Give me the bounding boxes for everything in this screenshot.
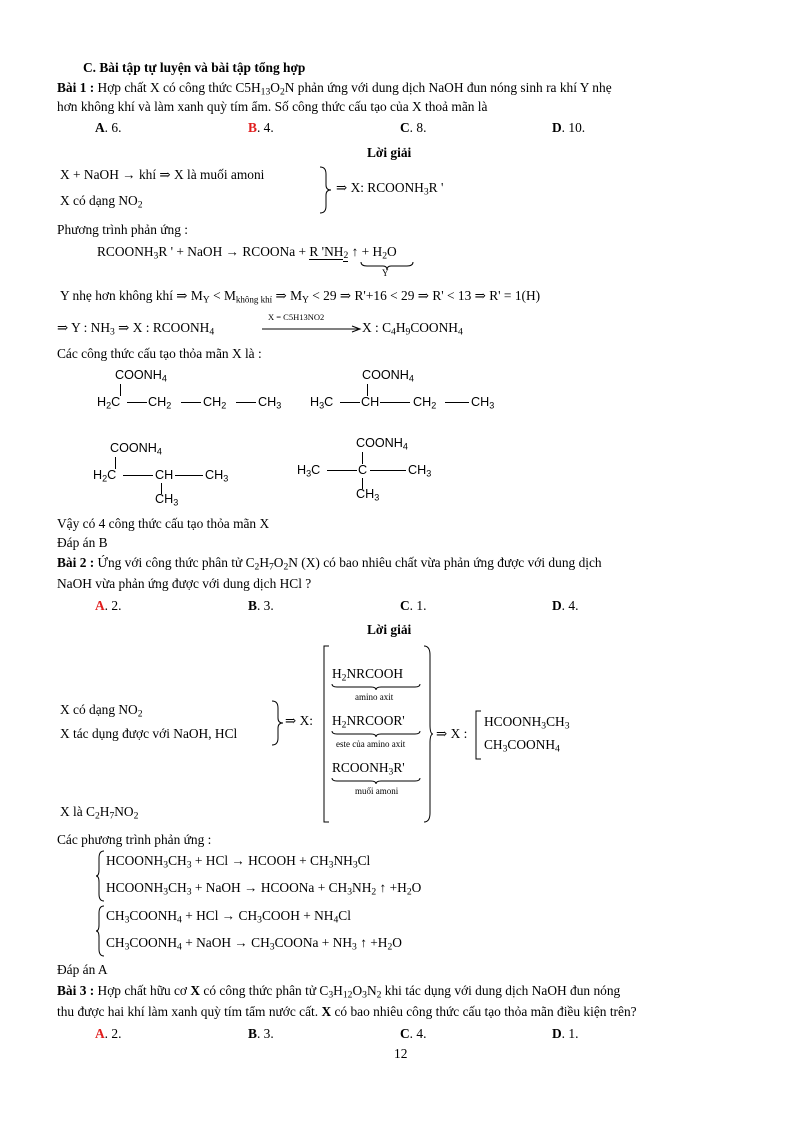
bai1-system-line2: X có dạng $NO_2$ — [60, 193, 143, 211]
bai1-arrow-label: X = C5H13NO2 — [268, 312, 325, 322]
bai1-question-line2: hơn không khí và làm xanh quỳ tím ẩm. Số công thức cấu tạo của X thoả mãn là — [57, 99, 488, 114]
bai2-pt-label: Các phương trình phản ứng : — [57, 832, 212, 847]
bai1-answer: Đáp án B — [57, 535, 108, 550]
bai1-pt-label: Phương trình phản ứng : — [57, 222, 188, 237]
bai3-label: Bài 3 : — [57, 983, 95, 998]
bai3-option-d[interactable]: D. 1. — [552, 1026, 579, 1041]
bai2-arrow-x2: ⇒ X : — [436, 726, 468, 741]
bai1-nh3-result: X : $C_4H_9COONH_4$ — [362, 320, 463, 338]
bai1-option-d[interactable]: D. 10. — [552, 120, 586, 135]
bai1-struct-label: Các công thức cấu tạo thỏa mãn X là : — [57, 346, 262, 361]
bai2-note-ammonium-salt: muối amoni — [355, 786, 399, 796]
bai3-option-b[interactable]: B. 3. — [248, 1026, 274, 1041]
bai2-question-line1: Bài 2 : Ứng với công thức phân tử $C_2H_7O_2N$ (X) có bao nhiêu chất vừa phản ứng được với dung dịch — [57, 555, 602, 573]
bai1-nh3-line: ⇒ Y : $NH_3$ ⇒ X : $RCOONH_4$ — [57, 320, 215, 338]
bai2-underbrace-1 — [332, 684, 420, 691]
bai2-result-1: $HCOONH_3CH_3$ — [484, 714, 570, 732]
bai3-question-line1: Bài 3 : Hợp chất hữu cơ X có công thức phân tử $C_3H_{12}O_3N_2$ khi tác dụng với dung dịch NaOH đun nóng — [57, 983, 621, 1001]
bai1-option-a[interactable]: A. 6. — [95, 120, 122, 135]
bai2-option-c[interactable]: C. 1. — [400, 598, 427, 613]
bai1-option-b[interactable]: B. 4. — [248, 120, 274, 135]
bai2-underbrace-3 — [332, 778, 420, 785]
bai2-option-ammonium-salt: $RCOONH_3R'$ — [332, 760, 405, 778]
bai1-question-line1: Bài 1 : Hợp chất X có công thức $C5H_{13}O_2N$ phản ứng với dung dịch NaOH đun nóng sinh ra khí Y nhẹ — [57, 80, 612, 98]
bai2-cond1: X có dạng $NO_2$ — [60, 702, 143, 720]
bai1-solution-title: Lời giải — [367, 145, 412, 160]
bai1-system-result: ⇒ X: $RCOONH_3R$ ' — [336, 180, 444, 198]
section-title: C. Bài tập tự luyện và bài tập tổng hợp — [83, 60, 306, 75]
bai2-eq4: $CH_3COONH_4$ + NaOH → $CH_3COONa + NH_3$ ↑ $+H_2O$ — [106, 935, 402, 953]
bai3-question-line2: thu được hai khí làm xanh quỳ tím tẩm nước cất. X có bao nhiêu công thức cấu tạo thỏa mãn điều kiện trên? — [57, 1004, 637, 1019]
bai2-question-line2: NaOH vừa phản ứng được với dung dịch HCl ? — [57, 576, 312, 591]
bai1-option-c[interactable]: C. 8. — [400, 120, 427, 135]
bai2-solution-title: Lời giải — [367, 622, 412, 637]
bai2-option-amino-acid: $H_2NRCOOH$ — [332, 666, 404, 684]
bai1-long-arrow — [262, 325, 362, 333]
bai2-cond-brace — [270, 700, 284, 746]
bai1-system-line1: X + NaOH → khí ⇒ X là muối amoni — [60, 167, 265, 182]
bai2-note-amino-acid: amino axit — [355, 692, 394, 702]
bai2-eq-brace-1 — [95, 850, 105, 902]
bai2-eq-brace-2 — [95, 905, 105, 957]
bai2-cond2: X tác dụng được với NaOH, HCl — [60, 726, 238, 741]
bai2-option-ester: $H_2NRCOOR'$ — [332, 713, 405, 731]
bai2-arrow-x: ⇒ X: — [285, 713, 313, 728]
bai2-option-d[interactable]: D. 4. — [552, 598, 579, 613]
bai2-result-bracket — [474, 710, 482, 760]
bai3-option-c[interactable]: C. 4. — [400, 1026, 427, 1041]
bai2-label: Bài 2 : — [57, 555, 95, 570]
bai1-system-brace — [318, 166, 332, 214]
bai2-result-2: $CH_3COONH_4$ — [484, 737, 560, 755]
bai2-note-ester: este của amino axit — [336, 739, 406, 749]
bai2-answer: Đáp án A — [57, 962, 108, 977]
bai2-eq2: $HCOONH_3CH_3$ + NaOH → HCOONa + $CH_3NH_2$ ↑ $+H_2O$ — [106, 880, 422, 898]
bai2-left-bracket — [322, 645, 330, 823]
bai1-conclusion: Vậy có 4 công thức cấu tạo thỏa mãn X — [57, 516, 270, 531]
bai2-right-brace — [423, 645, 433, 823]
bai2-eq1: $HCOONH_3CH_3$ + HCl → HCOOH + $CH_3NH_3Cl$ — [106, 853, 371, 871]
bai2-underbrace-2 — [332, 731, 420, 738]
bai3-option-a[interactable]: A. 2. — [95, 1026, 122, 1041]
bai2-option-b[interactable]: B. 3. — [248, 598, 274, 613]
bai2-eq3: $CH_3COONH_4$ + HCl → $CH_3COOH + NH_4Cl$ — [106, 908, 351, 926]
page-number: 12 — [394, 1046, 408, 1061]
bai1-label: Bài 1 : — [57, 80, 95, 95]
bai1-y-label: Y — [382, 268, 389, 278]
bai1-y-line: Y nhẹ hơn không khí ⇒ $M_Y < M_{không khí}$ ⇒ $M_Y < 29$ ⇒ R'+16 < 29 ⇒ R' < 13 ⇒ R' = 1(H) — [60, 288, 541, 306]
bai2-x-formula: X là $C_2H_7NO_2$ — [60, 804, 139, 822]
bai2-option-a[interactable]: A. 2. — [95, 598, 122, 613]
bai1-reaction: $RCOONH_3R$ ' + NaOH → RCOONa + R '$NH_2$ ↑ + $H_2O$ — [97, 244, 397, 262]
